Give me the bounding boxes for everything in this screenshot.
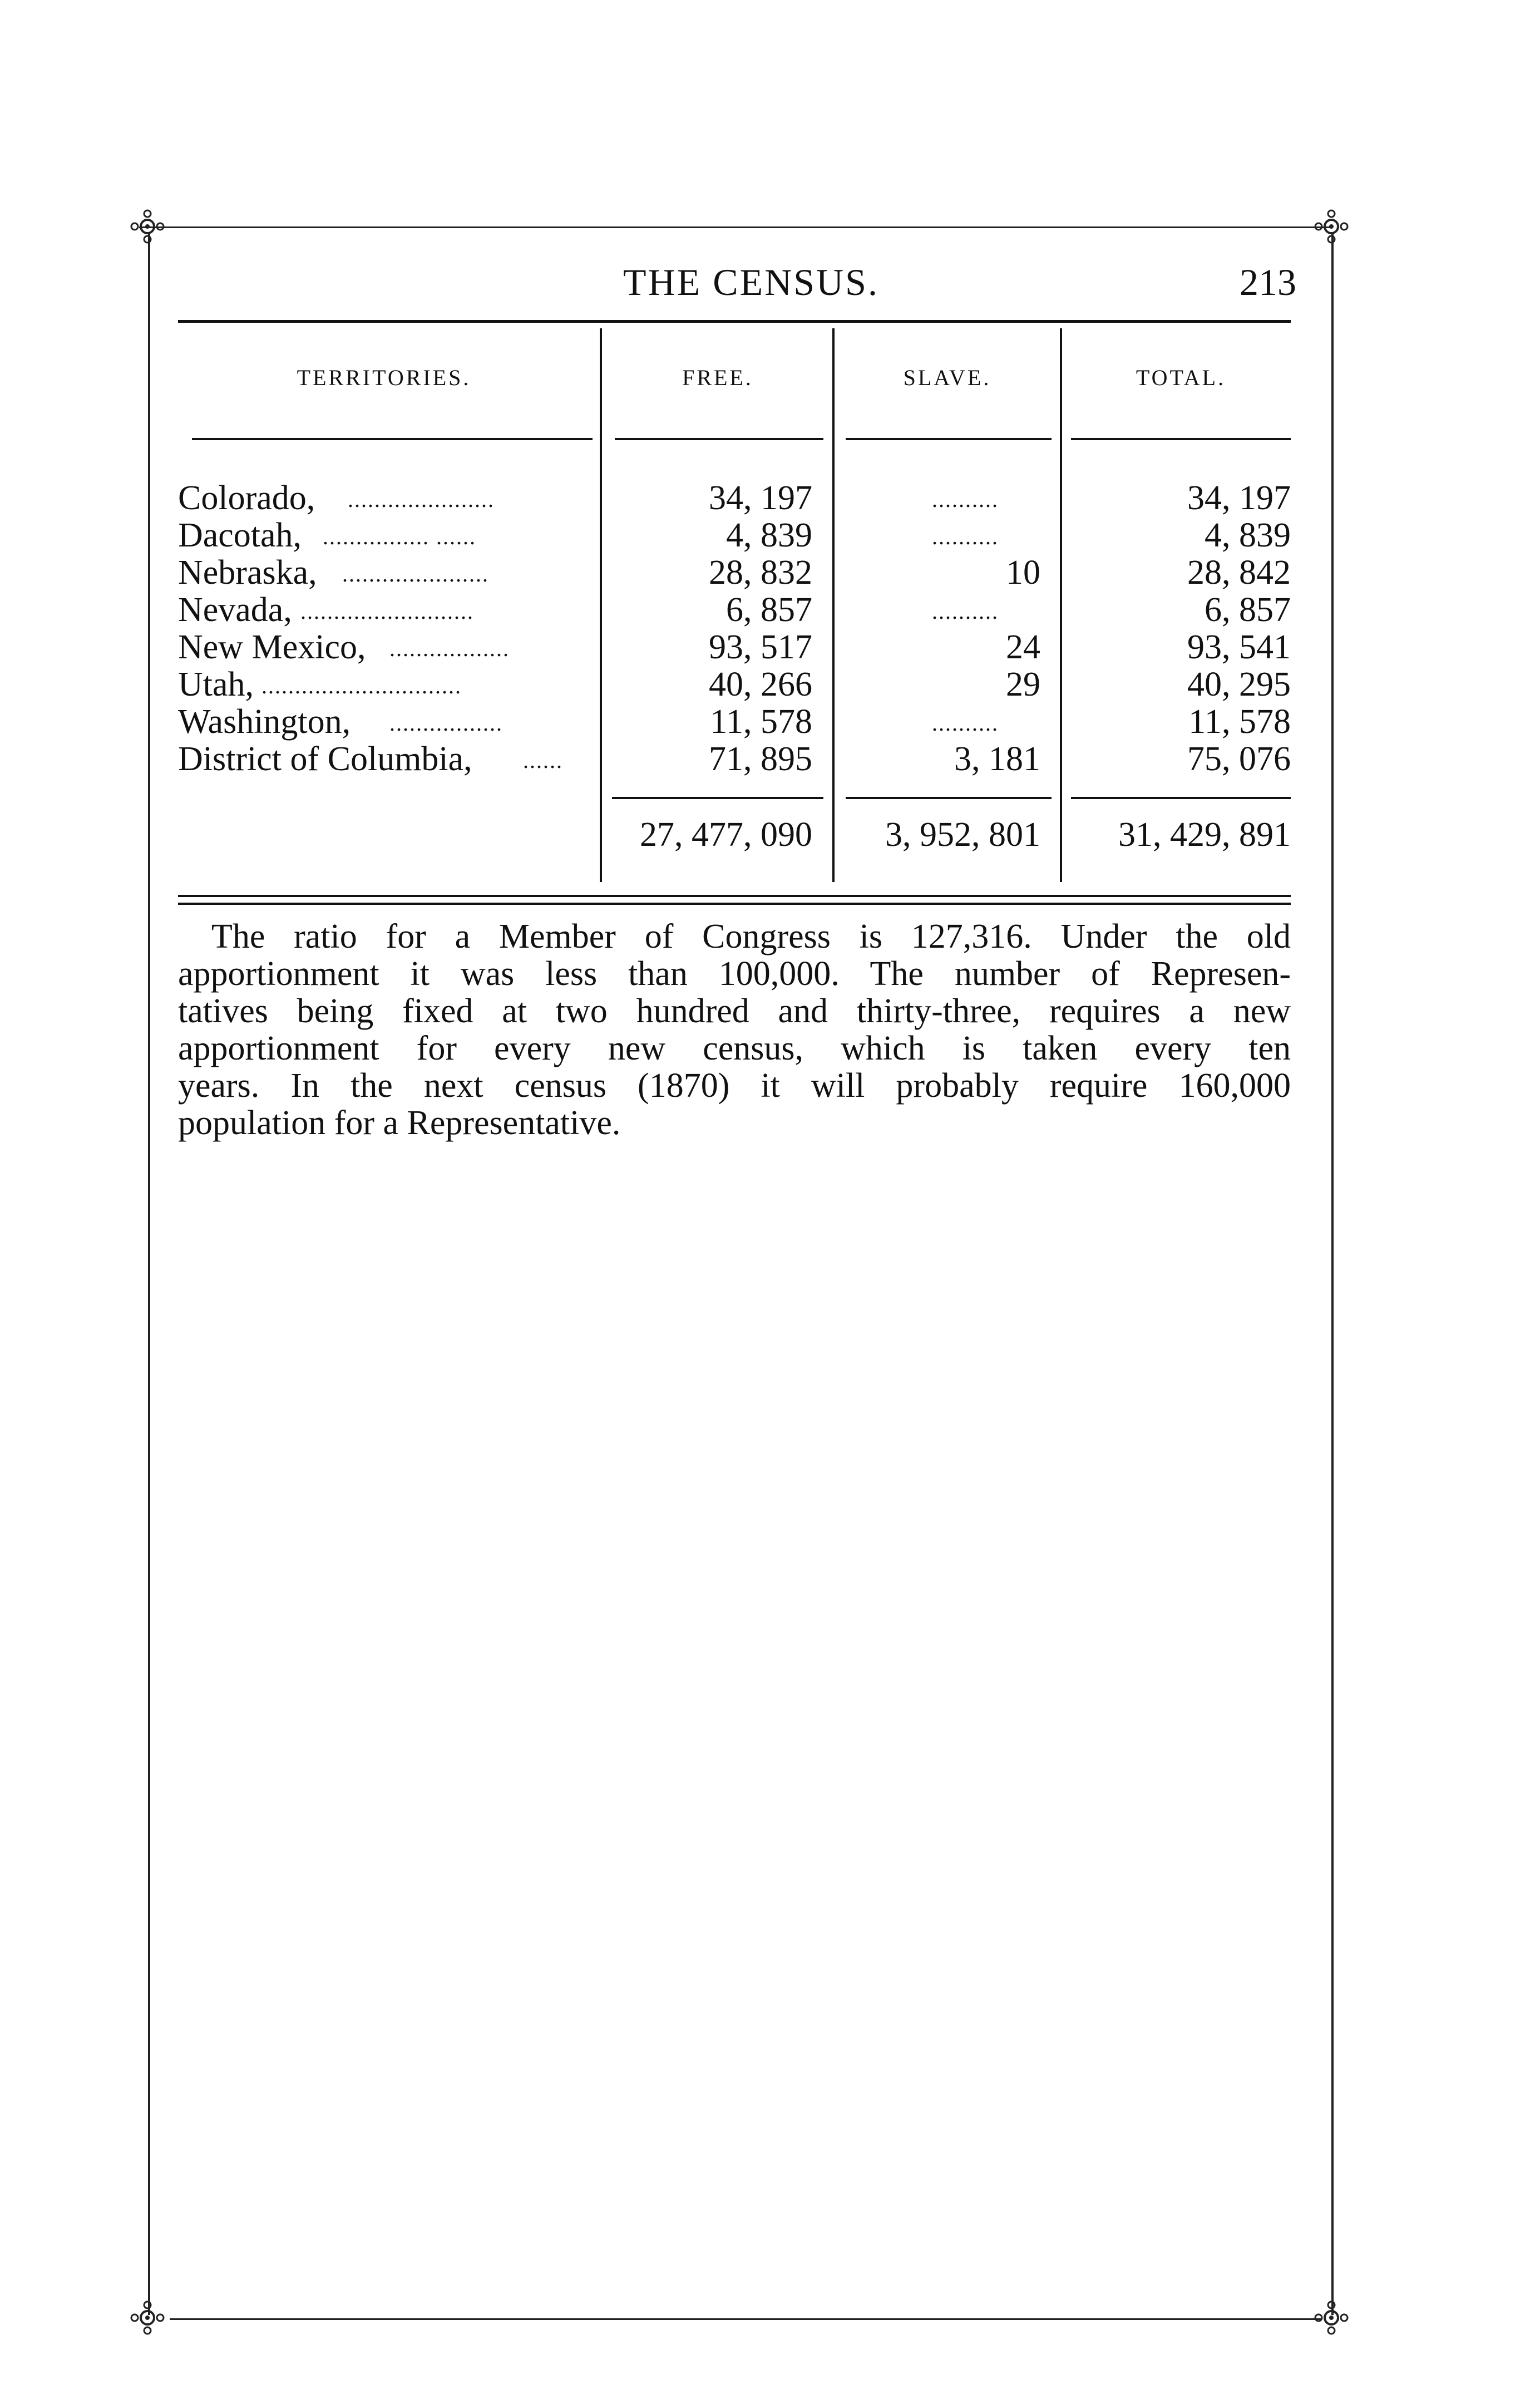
territory-name: Colorado, (178, 479, 315, 517)
table-row (0, 740, 1540, 776)
slave-value: 24 (1006, 628, 1040, 666)
running-head: THE CENSUS. (623, 261, 879, 303)
free-value: 93, 517 (709, 628, 812, 666)
total-value: 34, 197 (1187, 479, 1291, 517)
dot-leader: .......................... (300, 599, 474, 624)
slave-empty: .......... (932, 711, 999, 736)
header-slave: SLAVE. (903, 365, 991, 390)
slave-empty: .......... (932, 487, 999, 512)
table-row (0, 665, 1540, 702)
dot-leader: ................ ...... (323, 524, 476, 549)
paragraph-line: population for a Representative. (178, 1104, 621, 1142)
paragraph-line: tatives being fixed at two hundred and thirty-three, requires a new (178, 992, 1291, 1030)
dot-leader: ................. (389, 711, 503, 736)
grand-total: 31, 429, 891 (1118, 816, 1291, 854)
frame-top-border (139, 226, 1332, 228)
table-row (0, 479, 1540, 515)
territory-name: Nebraska, (178, 554, 317, 592)
total-value: 4, 839 (1205, 516, 1291, 554)
free-value: 40, 266 (709, 666, 812, 703)
territory-name: District of Columbia, (178, 740, 472, 778)
table-row (0, 553, 1540, 590)
dot-leader: .............................. (261, 673, 462, 698)
totals-rule (1071, 797, 1291, 799)
slave-value: 29 (1006, 666, 1040, 703)
paragraph-line: apportionment for every new census, which is taken every ten (178, 1029, 1291, 1067)
dot-leader: .................. (389, 636, 510, 661)
dot-leader: ...... (523, 748, 563, 773)
header-rule (178, 320, 1291, 323)
paragraph-line: The ratio for a Member of Congress is 127,316. Under the old (211, 918, 1291, 955)
total-value: 11, 578 (1188, 703, 1291, 741)
total-free: 27, 477, 090 (640, 816, 812, 854)
total-value: 40, 295 (1187, 666, 1291, 703)
dot-leader: ...................... (342, 561, 489, 587)
total-value: 75, 076 (1187, 740, 1291, 778)
table-end-rule (178, 895, 1291, 897)
corner-ornament-icon (1311, 206, 1352, 247)
total-value: 6, 857 (1205, 591, 1291, 629)
totals-row (0, 815, 1540, 854)
slave-value: 10 (1006, 554, 1040, 592)
header-underline (192, 438, 593, 440)
total-value: 28, 842 (1187, 554, 1291, 592)
territory-name: New Mexico, (178, 628, 366, 666)
territory-name: Utah, (178, 666, 254, 703)
totals-rule (612, 797, 823, 799)
free-value: 71, 895 (709, 740, 812, 778)
slave-empty: .......... (932, 524, 999, 549)
paragraph-line: years. In the next census (1870) it will probably require 160,000 (178, 1067, 1291, 1105)
header-total: TOTAL. (1136, 365, 1226, 390)
header-territories: TERRITORIES. (297, 365, 471, 390)
table-end-rule (178, 903, 1291, 905)
body-paragraph (178, 918, 1291, 1142)
corner-ornament-icon (127, 206, 168, 247)
paragraph-line: apportionment it was less than 100,000. The number of Represen- (178, 955, 1291, 993)
header-underline (615, 438, 823, 440)
total-value: 93, 541 (1187, 628, 1291, 666)
dot-leader: ...................... (348, 487, 495, 512)
free-value: 6, 857 (726, 591, 812, 629)
free-value: 28, 832 (709, 554, 812, 592)
corner-ornament-icon (1311, 2297, 1352, 2338)
header-underline (1071, 438, 1291, 440)
header-free: FREE. (682, 365, 753, 390)
frame-bottom-border (170, 2318, 1321, 2320)
free-value: 11, 578 (710, 703, 812, 741)
table-row (0, 702, 1540, 739)
territory-name: Washington, (178, 703, 351, 741)
page-number: 213 (1240, 261, 1296, 303)
free-value: 34, 197 (709, 479, 812, 517)
total-slave: 3, 952, 801 (885, 816, 1040, 854)
territory-name: Dacotah, (178, 516, 302, 554)
table-row (0, 628, 1540, 664)
table-row (0, 590, 1540, 627)
corner-ornament-icon (127, 2297, 168, 2338)
table-row (0, 516, 1540, 553)
slave-value: 3, 181 (954, 740, 1040, 778)
territory-name: Nevada, (178, 591, 292, 629)
free-value: 4, 839 (726, 516, 812, 554)
totals-rule (846, 797, 1052, 799)
slave-empty: .......... (932, 599, 999, 624)
header-underline (846, 438, 1052, 440)
